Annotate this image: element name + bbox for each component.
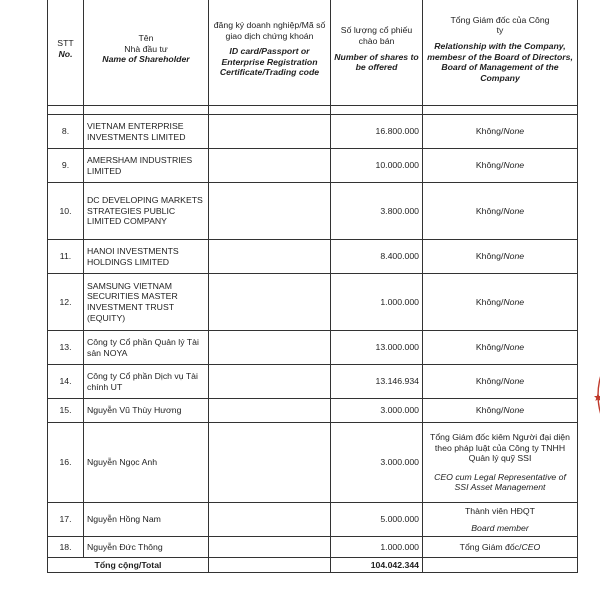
relationship-en: None bbox=[503, 342, 525, 353]
shares-offered: 13.146.934 bbox=[331, 365, 423, 399]
shareholder-name: AMERSHAM INDUSTRIES LIMITED bbox=[84, 149, 209, 183]
header-name: Tên Nhà đầu tư Name of Shareholder bbox=[84, 0, 209, 106]
relationship-vi: Không/ bbox=[475, 342, 504, 353]
relationship bbox=[423, 423, 578, 503]
row-number: 16. bbox=[48, 423, 84, 503]
row-number: 18. bbox=[48, 537, 84, 558]
shares-offered: 16.800.000 bbox=[331, 115, 423, 149]
shares-offered: 8.400.000 bbox=[331, 240, 423, 274]
relationship-vi: Không/ bbox=[475, 205, 504, 216]
table-row bbox=[48, 149, 578, 183]
shareholder-table bbox=[47, 0, 578, 573]
id-number bbox=[209, 365, 331, 399]
shares-offered: 1.000.000 bbox=[331, 537, 423, 558]
shares-offered: 5.000.000 bbox=[331, 503, 423, 537]
relationship-vi: Không/ bbox=[475, 251, 504, 262]
header-relationship: Tổng Giám đốc của Công ty Relationship with the Company, membesr of the Board of Directors, Board of Management of the Company bbox=[423, 0, 578, 106]
relationship-en: None bbox=[503, 251, 525, 262]
relationship bbox=[423, 331, 578, 365]
table-row bbox=[48, 537, 578, 558]
shareholder-name: DC DEVELOPING MARKETS STRATEGIES PUBLIC LIMITED COMPANY bbox=[84, 183, 209, 240]
relationship-en: None bbox=[503, 405, 525, 416]
total-id-cell bbox=[209, 558, 331, 573]
table-row bbox=[48, 331, 578, 365]
shareholder-name: Nguyễn Đức Thông bbox=[84, 537, 209, 558]
table-row bbox=[48, 183, 578, 240]
shares-offered: 3.000.000 bbox=[331, 423, 423, 503]
row-number: 14. bbox=[48, 365, 84, 399]
shareholder-name: Nguyễn Hồng Nam bbox=[84, 503, 209, 537]
shares-offered: 13.000.000 bbox=[331, 331, 423, 365]
header-row bbox=[48, 0, 578, 106]
total-rel-cell bbox=[423, 558, 578, 573]
shares-offered: 1.000.000 bbox=[331, 274, 423, 331]
row-number: 9. bbox=[48, 149, 84, 183]
header-id: đăng ký doanh nghiệp/Mã số giao dịch chứng khoán ID card/Passport or Enterprise Registration Certificate/Trading code bbox=[209, 0, 331, 106]
relationship-vi: Không/ bbox=[475, 296, 504, 307]
table-row bbox=[48, 399, 578, 423]
relationship-en: CEO cum Legal Representative of SSI Asset Management bbox=[434, 471, 566, 493]
shareholder-name: Nguyễn Vũ Thùy Hương bbox=[84, 399, 209, 423]
id-number bbox=[209, 399, 331, 423]
id-number bbox=[209, 503, 331, 537]
id-number bbox=[209, 240, 331, 274]
id-number bbox=[209, 537, 331, 558]
shareholder-name: Nguyễn Ngọc Anh bbox=[84, 423, 209, 503]
row-number: 13. bbox=[48, 331, 84, 365]
relationship bbox=[423, 399, 578, 423]
shares-offered: 10.000.000 bbox=[331, 149, 423, 183]
table-row bbox=[48, 503, 578, 537]
relationship-vi: Tổng Giám đốc kiêm Người đại diện theo pháp luật của Công ty TNHH Quản lý quỹ SSI bbox=[430, 432, 570, 464]
shareholder-name: SAMSUNG VIETNAM SECURITIES MASTER INVESTMENT TRUST (EQUITY) bbox=[84, 274, 209, 331]
relationship-vi: Không/ bbox=[475, 376, 504, 387]
spacer-row bbox=[48, 106, 578, 115]
relationship bbox=[423, 115, 578, 149]
stamp-fragment bbox=[588, 365, 600, 425]
relationship-en: None bbox=[503, 205, 525, 216]
table-row bbox=[48, 274, 578, 331]
table-row bbox=[48, 115, 578, 149]
relationship-en: None bbox=[503, 376, 525, 387]
relationship bbox=[423, 240, 578, 274]
table-row bbox=[48, 365, 578, 399]
shareholder-name: HANOI INVESTMENTS HOLDINGS LIMITED bbox=[84, 240, 209, 274]
header-shares: Số lượng cổ phiếu chào bán Number of shares to be offered bbox=[331, 0, 423, 106]
relationship-en: Board member bbox=[471, 522, 529, 533]
relationship-vi: Không/ bbox=[475, 126, 504, 137]
relationship-vi: Thành viên HĐQT bbox=[464, 505, 535, 516]
row-number: 17. bbox=[48, 503, 84, 537]
relationship bbox=[423, 183, 578, 240]
id-number bbox=[209, 149, 331, 183]
id-number bbox=[209, 331, 331, 365]
relationship-vi: Không/ bbox=[475, 160, 504, 171]
id-number bbox=[209, 115, 331, 149]
row-number: 10. bbox=[48, 183, 84, 240]
table-row bbox=[48, 240, 578, 274]
relationship bbox=[423, 274, 578, 331]
id-number bbox=[209, 274, 331, 331]
shareholder-name: Công ty Cổ phần Dịch vụ Tài chính UT bbox=[84, 365, 209, 399]
relationship-en: None bbox=[503, 160, 525, 171]
total-row bbox=[48, 558, 578, 573]
table-row bbox=[48, 423, 578, 503]
row-number: 8. bbox=[48, 115, 84, 149]
total-shares: 104.042.344 bbox=[331, 558, 423, 573]
relationship-en: None bbox=[503, 296, 525, 307]
row-number: 11. bbox=[48, 240, 84, 274]
relationship bbox=[423, 537, 578, 558]
id-number bbox=[209, 423, 331, 503]
id-number bbox=[209, 183, 331, 240]
relationship bbox=[423, 149, 578, 183]
shares-offered: 3.000.000 bbox=[331, 399, 423, 423]
shares-offered: 3.800.000 bbox=[331, 183, 423, 240]
shareholder-name: VIETNAM ENTERPRISE INVESTMENTS LIMITED bbox=[84, 115, 209, 149]
row-number: 15. bbox=[48, 399, 84, 423]
header-stt: STT No. bbox=[48, 0, 84, 106]
relationship-en: None bbox=[503, 126, 525, 137]
shareholder-name: Công ty Cổ phần Quản lý Tài sản NOYA bbox=[84, 331, 209, 365]
relationship bbox=[423, 365, 578, 399]
relationship-vi: Tổng Giám đốc/ bbox=[459, 541, 522, 552]
table-body bbox=[48, 115, 578, 558]
row-number: 12. bbox=[48, 274, 84, 331]
relationship-en: CEO bbox=[521, 541, 541, 552]
relationship-vi: Không/ bbox=[475, 405, 504, 416]
total-label: Tổng cộng/Total bbox=[48, 558, 209, 573]
relationship bbox=[423, 503, 578, 537]
